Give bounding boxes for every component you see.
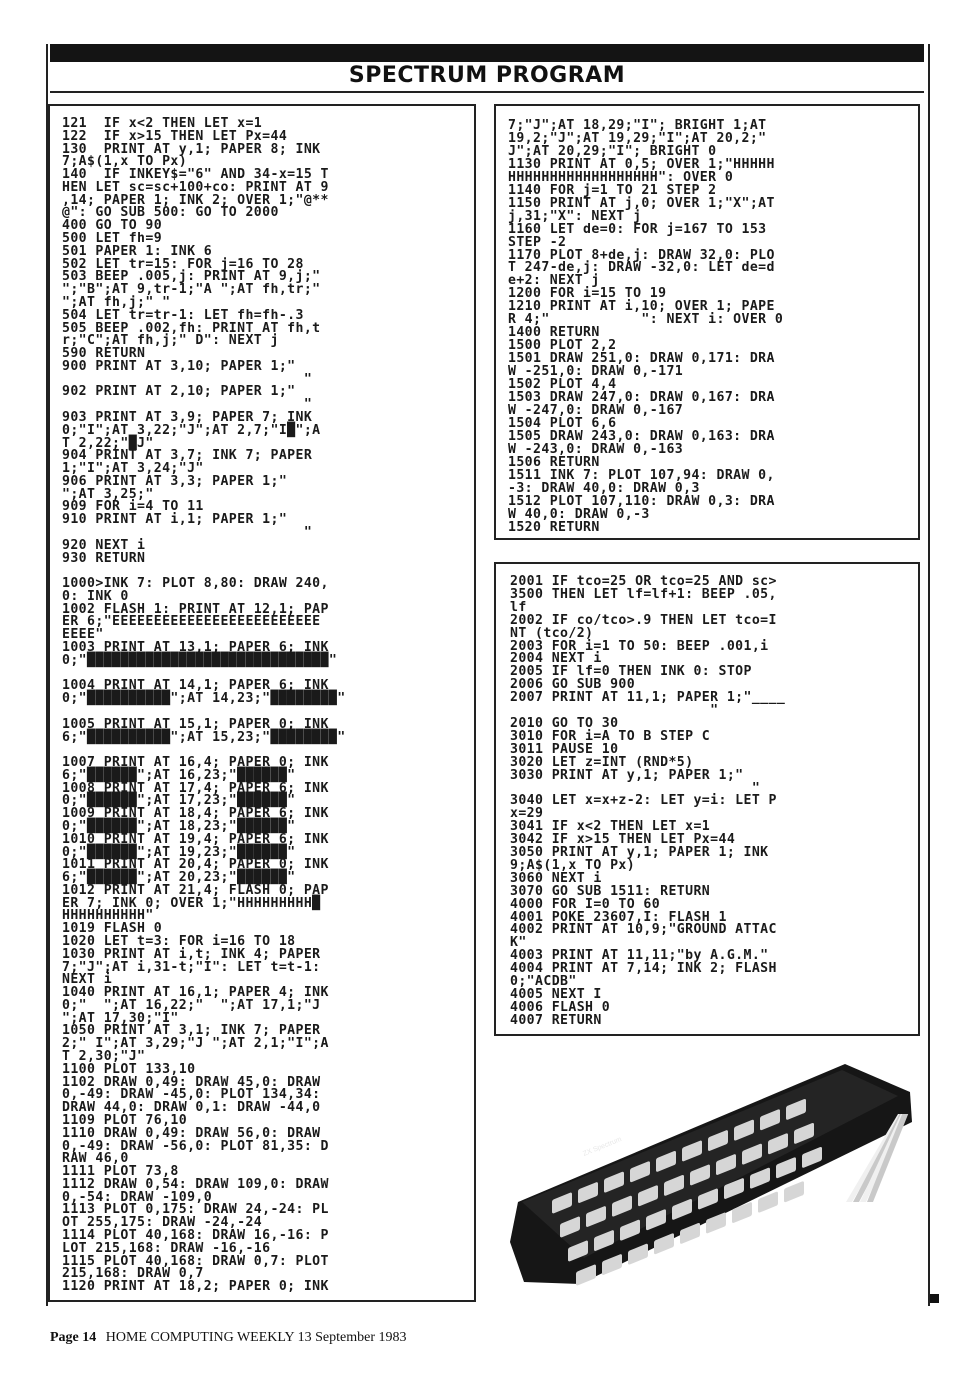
- listing-right-top-line: 1511 INK 7: PLOT 107,94: DRAW 0,: [508, 467, 775, 483]
- listing-right-top-line: W -243,0: DRAW 0,-163: [508, 441, 684, 457]
- listing-right-bottom-line: 9;A$(1,x TO Px): [510, 857, 636, 873]
- listing-left-line: 140 IF INKEY$="6" AND 34-x=15 T: [62, 167, 329, 183]
- listing-left-line: 1002 FLASH 1: PRINT AT 12,1; PAP: [62, 601, 329, 617]
- listing-left-line: 121 IF x<2 THEN LET x=1: [62, 116, 263, 131]
- listing-left-line: 400 GO TO 90: [62, 218, 163, 234]
- listing-right-bottom-line: 2006 GO SUB 900: [510, 677, 636, 693]
- listing-left-line: 500 LET fh=9: [62, 231, 163, 247]
- listing-left-line: 1040 PRINT AT 16,1; PAPER 4; INK: [62, 985, 329, 1001]
- listing-left-line: T 2,22;"█J": [62, 435, 154, 451]
- listing-right-bottom-line: 3011 PAUSE 10: [510, 741, 619, 757]
- listing-left-line: 1007 PRINT AT 16,4; PAPER 0; INK: [62, 755, 329, 771]
- listing-right-top-line: 1200 FOR i=15 TO 19: [508, 286, 667, 302]
- listing-right-bottom-line: 4000 FOR I=0 TO 60: [510, 896, 661, 912]
- listing-left-line: ";AT 3,25;": [62, 486, 154, 502]
- listing-left-line: 1102 DRAW 0,49: DRAW 45,0: DRAW: [62, 1074, 321, 1090]
- listing-left-line: LOT 215,168: DRAW -16,-16: [62, 1240, 271, 1256]
- listing-left-line: OT 255,175: DRAW -24,-24: [62, 1215, 263, 1231]
- zx-spectrum-photo: [500, 1052, 916, 1292]
- listing-right-bottom-line: ": [510, 703, 719, 719]
- listing-left-line: @": GO SUB 500: GO TO 2000: [62, 205, 279, 221]
- listing-right-top-line: 1140 FOR j=1 TO 21 STEP 2: [508, 182, 717, 198]
- listing-left-line: 590 RETURN: [62, 346, 146, 362]
- listing-right-bottom-line: 3010 FOR i=A TO B STEP C: [510, 728, 711, 744]
- listing-right-top-line: 1400 RETURN: [508, 325, 600, 341]
- listing-right-top-line: 1170 PLOT 8+de,j: DRAW 32,0: PLO: [508, 247, 775, 263]
- listing-left-line: 0;"██████";AT 19,23;"██████": [62, 844, 296, 860]
- listing-left-line: 7;"J";AT i,31-t;"I": LET t=t-1:: [62, 959, 321, 975]
- listing-right-bottom-line: 4001 POKE 23607,I: FLASH 1: [510, 909, 727, 925]
- listing-left-line: 6;"██████████";AT 15,23;"████████": [62, 729, 346, 745]
- listing-left-line: T 2,30;"J": [62, 1049, 146, 1065]
- listing-left-line: 6;"██████";AT 16,23;"██████": [62, 767, 296, 783]
- listing-left-line: 1008 PRINT AT 17,4; PAPER 6; INK: [62, 780, 329, 796]
- listing-left-line: 504 LET tr=tr-1: LET fh=fh-.3: [62, 307, 304, 323]
- listing-left-line: 215,168: DRAW 0,7: [62, 1266, 204, 1282]
- listing-left-line: 130 PRINT AT y,1; PAPER 8; INK: [62, 141, 321, 157]
- listing-right-top-line: 7;"J";AT 18,29;"I"; BRIGHT 1;AT: [508, 118, 767, 133]
- listing-right-top-line: 1505 DRAW 243,0: DRAW 0,163: DRA: [508, 428, 775, 444]
- listing-right-top-line: -3: DRAW 40,0: DRAW 0,3: [508, 480, 700, 496]
- program-listing-right-top: [496, 106, 918, 535]
- listing-left-line: 1012 PRINT AT 21,4; FLASH 0; PAP: [62, 882, 329, 898]
- keyboard-key: [784, 1181, 804, 1203]
- listing-right-top-line: 1501 DRAW 251,0: DRAW 0,171: DRA: [508, 351, 775, 367]
- page-rule-right: [928, 44, 930, 1306]
- listing-right-bottom-line: 4003 PRINT AT 11,11;"by A.G.M.": [510, 948, 769, 964]
- listing-right-bottom-line: 4005 NEXT I: [510, 987, 602, 1002]
- listing-left-line: 900 PRINT AT 3,10; PAPER 1;": [62, 358, 296, 374]
- listing-right-top-line: 1130 PRINT AT 0,5; OVER 1;"HHHHH: [508, 156, 775, 172]
- program-listing-left: [50, 106, 474, 1294]
- listing-left-line: 1009 PRINT AT 18,4; PAPER 6; INK: [62, 806, 329, 822]
- listing-left-line: 0: INK 0: [62, 588, 129, 604]
- listing-right-bottom-line: 4007 RETURN: [510, 1012, 602, 1028]
- listing-right-bottom-line: 3070 GO SUB 1511: RETURN: [510, 883, 711, 899]
- listing-right-bottom-line: 4006 FLASH 0: [510, 999, 611, 1015]
- listing-right-top-line: 19,2;"J";AT 19,29;"I";AT 20,2;": [508, 130, 767, 146]
- listing-left-line: 1010 PRINT AT 19,4; PAPER 6; INK: [62, 831, 329, 847]
- listing-left-line: 122 IF x>15 THEN LET Px=44: [62, 128, 288, 144]
- listing-left-line: 1019 FLASH 0: [62, 921, 163, 937]
- listing-left-line: 505 BEEP .002,fh: PRINT AT fh,t: [62, 320, 321, 336]
- listing-left-line: EEEE": [62, 627, 104, 643]
- listing-left-line: RAW 46,0: [62, 1151, 129, 1167]
- listing-left-line: ";AT fh,j;" ": [62, 294, 171, 310]
- section-title: SPECTRUM PROGRAM: [348, 63, 626, 88]
- listing-right-top-line: W -247,0: DRAW 0,-167: [508, 402, 684, 418]
- listing-left-line: 501 PAPER 1: INK 6: [62, 243, 213, 259]
- listing-right-bottom-line: 3500 THEN LET lf=lf+1: BEEP .05,: [510, 586, 777, 602]
- listing-right-bottom-line: x=29: [510, 806, 544, 822]
- listing-right-top-line: 1504 PLOT 6,6: [508, 415, 617, 431]
- listing-left-line: 1120 PRINT AT 18,2; PAPER 0; INK: [62, 1279, 329, 1295]
- listing-left-line: ": [62, 525, 313, 540]
- listing-right-top-line: 1500 PLOT 2,2: [508, 338, 617, 354]
- listing-right-top-line: 1520 RETURN: [508, 519, 600, 535]
- listing-left-line: 904 PRINT AT 3,7; INK 7; PAPER: [62, 448, 313, 464]
- listing-left-line: 0;" ";AT 16,22;" ";AT 17,1;"J: [62, 997, 321, 1013]
- listing-left-line: 0,-49: DRAW -45,0: PLOT 134,34:: [62, 1087, 321, 1103]
- listing-left-line: 0;"██████";AT 18,23;"██████": [62, 818, 296, 834]
- listing-right-top-line: T 247-de,j: DRAW -32,0: LET de=d: [508, 260, 775, 276]
- listing-left-line: 1114 PLOT 40,168: DRAW 16,-16: P: [62, 1227, 329, 1243]
- listing-left-line: 1004 PRINT AT 14,1; PAPER 6; INK: [62, 678, 329, 694]
- listing-right-bottom-line: 3041 IF x<2 THEN LET x=1: [510, 819, 711, 835]
- listing-right-top-line: 1503 DRAW 247,0: DRAW 0,167: DRA: [508, 390, 775, 406]
- listing-left-line: 0;"██████";AT 17,23;"██████": [62, 793, 296, 809]
- listing-left-line: 906 PRINT AT 3,3; PAPER 1;": [62, 473, 288, 489]
- listing-right-bottom-line: 2001 IF tco=25 OR tco=25 AND sc>: [510, 574, 777, 589]
- listing-left-line: 1003 PRINT AT 13,1; PAPER 6; INK: [62, 640, 329, 656]
- listing-left-line: ";AT 17,30;"I": [62, 1010, 179, 1026]
- listing-right-top-line: 1506 RETURN: [508, 454, 600, 470]
- listing-left-line: 1113 PLOT 0,175: DRAW 24,-24: PL: [62, 1202, 329, 1218]
- listing-left-line: ,14; PAPER 1; INK 2; OVER 1;"@**: [62, 192, 329, 208]
- listing-left-line: DRAW 44,0: DRAW 0,1: DRAW -44,0: [62, 1100, 321, 1116]
- listing-right-top-line: W -251,0: DRAW 0,-171: [508, 364, 684, 380]
- listing-left-line: ER 6;"EEEEEEEEEEEEEEEEEEEEEEEEE: [62, 614, 321, 630]
- listing-left-line: 902 PRINT AT 2,10; PAPER 1;": [62, 384, 296, 400]
- listing-right-bottom-line: 2002 IF co/tco>.9 THEN LET tco=I: [510, 612, 777, 628]
- listing-left-line: 903 PRINT AT 3,9; PAPER 7; INK: [62, 409, 313, 425]
- listing-left-line: 1100 PLOT 133,10: [62, 1061, 196, 1077]
- listing-left-line: HHHHHHHHHH": [62, 908, 154, 924]
- publication-line: HOME COMPUTING WEEKLY 13 September 1983: [105, 1330, 407, 1345]
- end-mark-icon: [930, 1294, 939, 1303]
- keyboard-image: [500, 1052, 916, 1292]
- listing-left-line: 930 RETURN: [62, 550, 146, 566]
- listing-left-line: 6;"██████";AT 20,23;"██████": [62, 870, 296, 886]
- listing-right-bottom-line: 2010 GO TO 30: [510, 715, 619, 731]
- listing-left-line: 1005 PRINT AT 15,1; PAPER 0; INK: [62, 716, 329, 732]
- listing-left-line: 1;"I";AT 3,24;"J": [62, 461, 204, 477]
- listing-right-top-line: 1210 PRINT AT i,10; OVER 1; PAPE: [508, 299, 775, 315]
- title-underline: [50, 91, 924, 93]
- listing-left-line: ": [62, 397, 313, 413]
- listing-left-line: 503 BEEP .005,j: PRINT AT 9,j;": [62, 269, 321, 285]
- listing-left-line: 1109 PLOT 76,10: [62, 1112, 188, 1128]
- listing-right-top-line: W 40,0: DRAW 0,-3: [508, 506, 650, 522]
- listing-right-top-line: 1512 PLOT 107,110: DRAW 0,3: DRA: [508, 493, 775, 509]
- listing-left-line: 1050 PRINT AT 3,1; INK 7; PAPER: [62, 1023, 321, 1039]
- listing-right-bottom-line: 3060 NEXT i: [510, 870, 602, 886]
- listing-left-line: 909 FOR i=4 TO 11: [62, 499, 204, 515]
- listing-right-bottom-line: 0;"ACDB": [510, 974, 577, 990]
- listing-left-line: 1000>INK 7: PLOT 8,80: DRAW 240,: [62, 576, 329, 592]
- program-listing-right-bottom: [496, 564, 918, 1028]
- listing-right-top-line: 1150 PRINT AT j,0; OVER 1;"X";AT: [508, 195, 775, 211]
- listing-right-bottom-line: 3030 PRINT AT y,1; PAPER 1;": [510, 767, 744, 783]
- listing-right-bottom-line: K": [510, 935, 527, 951]
- listing-left-line: ";"B";AT 9,tr-1;"A ";AT fh,tr;": [62, 282, 321, 298]
- listing-left-line: 920 NEXT i: [62, 537, 146, 553]
- listing-left-line: 2;" I";AT 3,29;"J ";AT 2,1;"I";A: [62, 1036, 329, 1052]
- keyboard-label: ZX Spectrum: [582, 1136, 623, 1158]
- listing-right-top-line: e+2: NEXT j: [508, 273, 600, 289]
- listing-left-line: 0;"██████████";AT 14,23;"████████": [62, 691, 346, 707]
- listing-left-line: 0,-54: DRAW -109,0: [62, 1189, 213, 1205]
- listing-left-line: 7;A$(1,x TO Px): [62, 154, 188, 170]
- listing-right-top-line: R 4;" ": NEXT i: OVER 0: [508, 312, 784, 328]
- listing-left-line: 1020 LET t=3: FOR i=16 TO 18: [62, 934, 296, 949]
- listing-left-line: 0,-49: DRAW -56,0: PLOT 81,35: D: [62, 1138, 329, 1154]
- listing-panel-left: [48, 104, 476, 1302]
- listing-left-line: 1115 PLOT 40,168: DRAW 0,7: PLOT: [62, 1253, 329, 1269]
- listing-left-line: 1110 DRAW 0,49: DRAW 56,0: DRAW: [62, 1125, 321, 1141]
- listing-left-line: 0;"I";AT 3,22;"J";AT 2,7;"I█";A: [62, 422, 321, 438]
- listing-right-bottom-line: 2004 NEXT i: [510, 651, 602, 667]
- page-footer: [50, 1330, 407, 1346]
- listing-left-line: 0;"█████████████████████████████": [62, 652, 338, 668]
- listing-panel-right-bottom: [494, 562, 920, 1036]
- listing-left-line: 910 PRINT AT i,1; PAPER 1;": [62, 512, 288, 528]
- page-number: Page 14: [50, 1330, 97, 1345]
- listing-right-top-line: j,31;"X": NEXT j: [508, 208, 642, 224]
- listing-right-bottom-line: 3050 PRINT AT y,1; PAPER 1; INK: [510, 845, 769, 861]
- listing-right-top-line: 1160 LET de=0: FOR j=167 TO 153: [508, 221, 767, 237]
- listing-left-line: 1112 DRAW 0,54: DRAW 109,0: DRAW: [62, 1176, 329, 1192]
- listing-right-bottom-line: 2005 IF lf=0 THEN INK 0: STOP: [510, 664, 752, 680]
- listing-right-top-line: J";AT 20,29;"I"; BRIGHT 0: [508, 143, 717, 159]
- listing-right-bottom-line: lf: [510, 599, 527, 615]
- listing-panel-right-top: [494, 104, 920, 540]
- listing-right-bottom-line: 2003 FOR i=1 TO 50: BEEP .001,i: [510, 638, 769, 654]
- listing-left-line: ER 7; INK 0; OVER 1;"HHHHHHHHH█: [62, 895, 321, 911]
- listing-right-bottom-line: NT (tco/2): [510, 625, 594, 641]
- listing-left-line: 1111 PLOT 73,8: [62, 1164, 179, 1180]
- listing-left-line: 502 LET tr=15: FOR j=16 TO 28: [62, 256, 304, 272]
- listing-right-bottom-line: 3042 IF x>15 THEN LET Px=44: [510, 832, 736, 848]
- listing-left-line: r;"C";AT fh,j;" D": NEXT j: [62, 333, 279, 349]
- listing-right-top-line: HHHHHHHHHHHHHHHHHH": OVER 0: [508, 169, 734, 185]
- listing-left-line: 1030 PRINT AT i,t; INK 4; PAPER: [62, 946, 321, 962]
- listing-right-bottom-line: 4004 PRINT AT 7,14; INK 2; FLASH: [510, 961, 777, 977]
- listing-right-top-line: STEP -2: [508, 234, 567, 250]
- listing-right-top-line: 1502 PLOT 4,4: [508, 377, 617, 393]
- header-bar: [50, 44, 924, 62]
- listing-left-line: ": [62, 371, 313, 387]
- listing-right-bottom-line: ": [510, 780, 761, 796]
- listing-right-bottom-line: 3040 LET x=x+z-2: LET y=i: LET P: [510, 793, 777, 809]
- listing-right-bottom-line: 4002 PRINT AT 10,9;"GROUND ATTAC: [510, 922, 777, 938]
- listing-left-line: 1011 PRINT AT 20,4; PAPER 0; INK: [62, 857, 329, 873]
- listing-left-line: NEXT i: [62, 972, 113, 988]
- listing-right-bottom-line: 2007 PRINT AT 11,1; PAPER 1;"____: [510, 690, 786, 706]
- listing-left-line: HEN LET sc=sc+100+co: PRINT AT 9: [62, 179, 329, 195]
- listing-right-bottom-line: 3020 LET z=INT (RND*5): [510, 754, 694, 770]
